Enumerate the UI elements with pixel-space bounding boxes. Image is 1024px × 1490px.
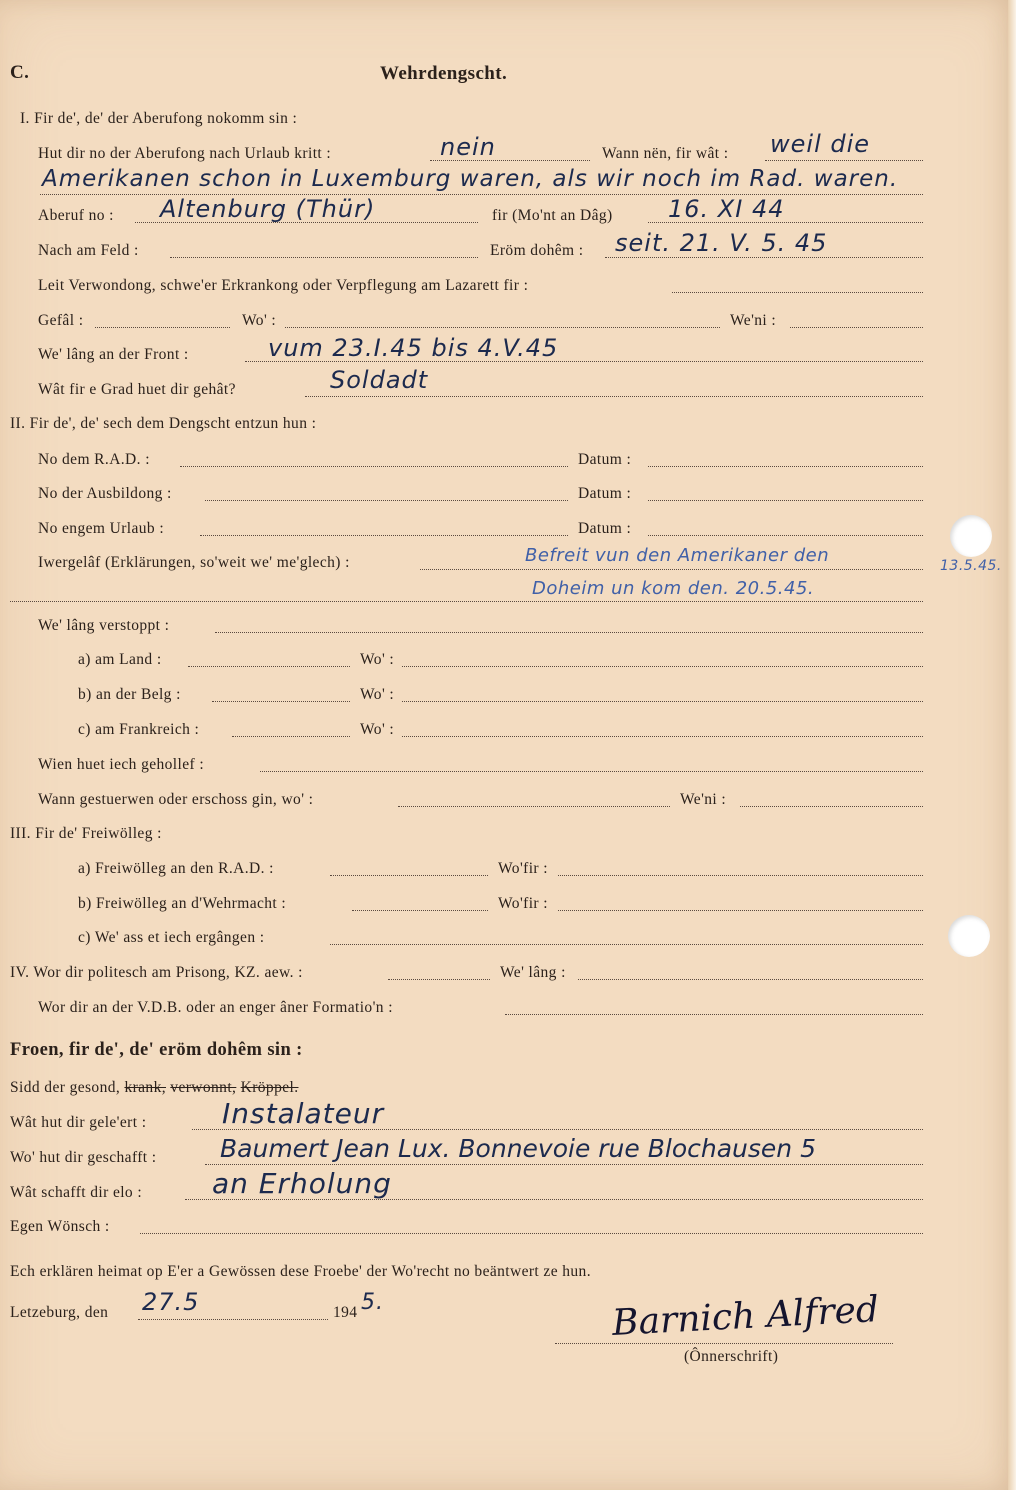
q-gefal-label: Gefâl :: [38, 312, 84, 329]
a-erom-answer: seit. 21. V. 5. 45: [615, 229, 828, 257]
a-wann-answer: weil die: [770, 130, 871, 158]
froen-heading: Froen, fir de', de' eröm dohêm sin :: [10, 1040, 303, 1060]
q-weni-label: We'ni :: [730, 312, 777, 329]
section-letter: C.: [10, 62, 30, 83]
q-lang-label: We' lâng :: [500, 964, 566, 981]
a-front-answer: vum 23.I.45 bis 4.V.45: [268, 334, 559, 362]
section-1-heading: I. Fir de', de' der Aberufong nokomm sin :: [20, 110, 298, 127]
q-erom-label: Eröm dohêm :: [490, 242, 584, 259]
q-gestuerwen-label: Wann gestuerwen oder erschoss gin, wo' :: [38, 791, 314, 808]
q-vdb-label: Wor dir an der V.D.B. oder an enger âner Formatio'n :: [38, 999, 393, 1016]
a-geschafft-answer: Baumert Jean Lux. Bonnevoie rue Blochausen 5: [220, 1134, 816, 1163]
q-gehollef-label: Wien huet iech gehollef :: [38, 756, 205, 773]
q-rad-label: No dem R.A.D. :: [38, 451, 150, 468]
year-handwritten: 5.: [361, 1290, 384, 1315]
declaration: Ech erklären heimat op E'er a Gewössen dese Froebe' der Wo'recht no beäntwert ze hun.: [10, 1263, 591, 1280]
a-fir-mont-answer: 16. XI 44: [668, 195, 785, 223]
a-elo-answer: an Erholung: [212, 1167, 392, 1200]
q-geleert-label: Wât hut dir gele'ert :: [10, 1114, 147, 1131]
a-wann-continuation: Amerikanen schon in Luxemburg waren, als wir noch im Rad. waren.: [42, 166, 899, 192]
q-belg-label: b) an der Belg :: [78, 686, 181, 703]
year-printed: 194: [333, 1304, 358, 1321]
a-geleert-answer: Instalateur: [222, 1097, 385, 1130]
q-wofir-rad-label: Wo'fir :: [498, 860, 548, 877]
q-iwergelaf-label: Iwergelâf (Erklärungen, so'weit we' me'glech) :: [38, 554, 350, 571]
punch-hole-top: [950, 515, 992, 557]
q-freiwolleg-rad-label: a) Freiwölleg an den R.A.D. :: [78, 860, 274, 877]
sidd-line: [10, 1079, 298, 1097]
a-iwergelaf-date: 13.5.45.: [940, 558, 1002, 574]
q-fir-mont-label: fir (Mo'nt an Dâg): [492, 207, 613, 224]
a-iwergelaf-line1: Befreit vun den Amerikaner den: [525, 545, 830, 566]
q-frankreich-label: c) am Frankreich :: [78, 721, 200, 738]
q-grad-label: Wât fir e Grad huet dir gehât?: [38, 381, 236, 398]
punch-hole-bottom: [948, 915, 990, 957]
q-wann-label: Wann nën, fir wât :: [602, 145, 729, 162]
q-wo-land-label: Wo' :: [360, 651, 395, 668]
q-geschafft-label: Wo' hut dir geschafft :: [10, 1149, 157, 1166]
q-feld-label: Nach am Feld :: [38, 242, 139, 259]
q-wonsch-label: Egen Wönsch :: [10, 1218, 110, 1235]
sidd-label: Sidd der gesond,: [10, 1079, 121, 1096]
signature-caption: (Ônnerschrift): [684, 1348, 779, 1365]
q-freiwolleg-wehrmacht-label: b) Freiwölleg an d'Wehrmacht :: [78, 895, 287, 912]
q-verstoppt-label: We' lâng verstoppt :: [38, 617, 170, 634]
krank-struck: krank,: [124, 1079, 167, 1096]
q-wo-belg-label: Wo' :: [360, 686, 395, 703]
q-weni2-label: We'ni :: [680, 791, 727, 808]
section-2-heading: II. Fir de', de' sech dem Dengscht entzun hun :: [10, 415, 317, 432]
date-handwritten: 27.5: [142, 1288, 200, 1316]
q-wo-label: Wo' :: [242, 312, 277, 329]
kroppel-struck: Kröppel.: [240, 1079, 299, 1096]
q-datum-rad-label: Datum :: [578, 451, 632, 468]
signature: Barnich Alfred: [611, 1289, 880, 1344]
q-erganen-label: c) We' ass et iech ergângen :: [78, 929, 265, 946]
q-wofir-wehrmacht-label: Wo'fir :: [498, 895, 548, 912]
q-land-label: a) am Land :: [78, 651, 162, 668]
q-ausbildong-label: No der Ausbildong :: [38, 485, 172, 502]
page-edge: [1008, 0, 1016, 1490]
q-wo-frankreich-label: Wo' :: [360, 721, 395, 738]
q-urlaub-label: Hut dir no der Aberufong nach Urlaub kritt :: [38, 145, 332, 162]
q-elo-label: Wât schafft dir elo :: [10, 1184, 143, 1201]
section-3-heading: III. Fir de' Freiwölleg :: [10, 825, 162, 842]
a-iwergelaf-line2: Doheim un kom den. 20.5.45.: [532, 578, 815, 599]
a-urlaub-answer: nein: [440, 133, 496, 161]
q-urlaub2-label: No engem Urlaub :: [38, 520, 165, 537]
q-datum-urlaub-label: Datum :: [578, 520, 632, 537]
q-front-label: We' lâng an der Front :: [38, 346, 189, 363]
section-4-heading: IV. Wor dir politesch am Prisong, KZ. aew. :: [10, 964, 303, 981]
verwonnt-struck: verwonnt,: [170, 1079, 237, 1096]
q-datum-ausbildong-label: Datum :: [578, 485, 632, 502]
q-aberuf-label: Aberuf no :: [38, 207, 114, 224]
a-aberuf-answer: Altenburg (Thür): [160, 195, 376, 223]
a-grad-answer: Soldadt: [330, 366, 429, 394]
page-title: Wehrdengscht.: [380, 63, 508, 84]
q-verwondong-label: Leit Verwondong, schwe'er Erkrankong oder Verpflegung am Lazarett fir :: [38, 277, 529, 294]
place-label: Letzeburg, den: [10, 1304, 109, 1321]
